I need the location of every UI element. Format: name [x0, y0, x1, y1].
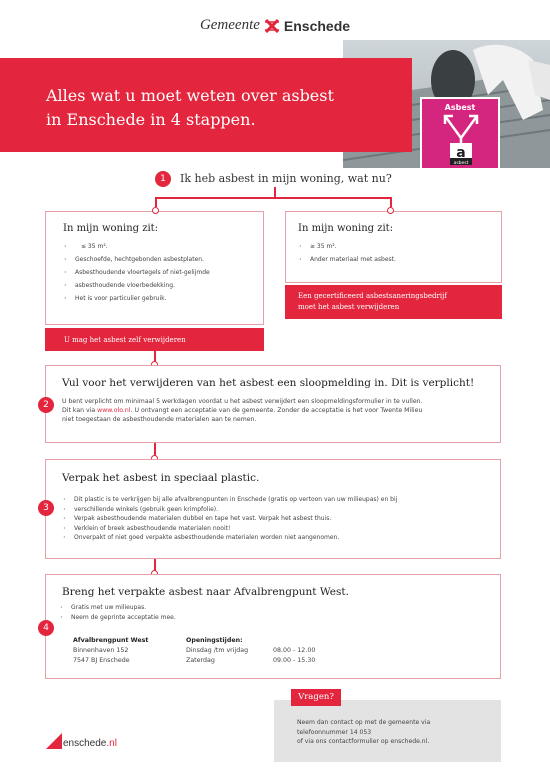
step-3-box	[45, 459, 501, 559]
step-3-list	[62, 495, 492, 543]
list-item: · verschillende winkels (gebruik geen krimpfolie).	[62, 505, 492, 515]
step-1-option-right	[285, 211, 502, 283]
option-right-banner-line1: Een gecertificeerd asbestsaneringsbedrijf	[298, 292, 447, 300]
option-right-title: In mijn woning zit:	[298, 223, 394, 234]
list-item: · Neem de geprinte acceptatie mee.	[59, 613, 359, 623]
list-item: · asbesthoudende vloerbedekking.	[63, 279, 258, 292]
step-2-text-line: niet toegestaan de asbesthoudende materialen aan te nemen.	[62, 416, 257, 423]
list-item: · Verpak asbesthoudende materialen dubbel en tape het vast. Verpak het asbest thuis.	[62, 514, 492, 524]
step-1-number: 1	[155, 171, 171, 187]
questions-line: telefoonnummer 14 053	[297, 728, 372, 736]
option-left-list	[63, 240, 258, 305]
connector-dot	[152, 207, 159, 214]
option-right-banner	[285, 285, 502, 319]
step-4-number: 4	[38, 620, 54, 636]
badge-label: Asbest	[444, 103, 476, 112]
option-right-list	[298, 240, 493, 266]
hero-title-line2: in Enschede in 4 stappen.	[46, 110, 256, 129]
badge-icon-letter: a	[456, 145, 466, 161]
hours-day: Dinsdag /tm vrijdag	[186, 647, 249, 654]
list-item: · Verklein of breek asbesthoudende materialen nooit!	[62, 524, 492, 534]
list-item: · Dit plastic is te verkrijgen bij alle afvalbrengpunten in Enschede (gratis op vertoon van uw milieupas) en bij	[62, 495, 492, 505]
list-item: · Het is voor particulier gebruik.	[63, 292, 258, 305]
step-3-title: Verpak het asbest in speciaal plastic.	[62, 472, 260, 484]
step-2-title: Vul voor het verwijderen van het asbest een sloopmelding in. Dit is verplicht!	[62, 377, 475, 389]
connector-dot	[387, 207, 394, 214]
questions-text	[297, 718, 497, 747]
hours-row	[186, 656, 356, 666]
list-item: · ≥ 35 m².	[298, 240, 493, 253]
step-2-number: 2	[38, 397, 54, 413]
questions-line: of via ons contactformulier op enschede.nl.	[297, 738, 430, 745]
step-1-option-left	[45, 211, 264, 325]
option-left-banner: U mag het asbest zelf verwijderen	[45, 328, 264, 351]
badge-icon-caption: asbest	[453, 161, 469, 166]
asbest-badge	[420, 97, 500, 170]
hours-day: Zaterdag	[186, 657, 215, 664]
step-4-title: Breng het verpakte asbest naar Afvalbrengpunt West.	[62, 586, 349, 598]
questions-line: Neem dan contact op met de gemeente via	[297, 719, 431, 726]
enschede-cross-icon	[265, 19, 279, 33]
address-block	[73, 636, 183, 666]
logo-word-gemeente: Gemeente	[199, 17, 260, 33]
address-heading: Afvalbrengpunt West	[73, 637, 149, 644]
hours-time: 09.00 - 15.30	[273, 657, 316, 664]
list-item: · Asbesthoudende vloertegels of niet-gelijmde	[63, 266, 258, 279]
hours-row	[186, 646, 356, 656]
list-item: · Geschoefde, hechtgebonden asbestplaten.	[63, 253, 258, 266]
questions-title: Vragen?	[291, 689, 341, 706]
hours-heading: Openingstijden:	[186, 637, 243, 644]
logo-word-enschede: Enschede	[283, 17, 351, 34]
step-1-title: Ik heb asbest in mijn woning, wat nu?	[180, 172, 392, 185]
footer-site-link[interactable]: enschede.nl	[63, 738, 117, 749]
option-left-title: In mijn woning zit:	[63, 223, 159, 234]
asbest-pictogram-icon	[441, 114, 481, 168]
olo-link[interactable]: www.olo.nl	[97, 407, 131, 414]
step-4-list	[59, 603, 359, 622]
hours-time: 08.00 - 12.00	[273, 647, 316, 654]
step-2-box	[45, 365, 501, 443]
option-right-banner-line2: moet het asbest verwijderen	[298, 303, 400, 311]
step-2-text	[62, 397, 492, 424]
hero-title-line1: Alles wat u moet weten over asbest	[46, 86, 334, 105]
connector-line	[155, 197, 391, 199]
address-line: 7547 BJ Enschede	[73, 657, 130, 664]
step-2-text-line: Dit kan via www.olo.nl. U ontvangt een acceptatie van de gemeente. Zonder de acceptatie is het voor Twente Milieu	[62, 407, 423, 414]
list-item: · Ander materiaal met asbest.	[298, 253, 493, 266]
list-item: · ≤ 35 m².	[63, 240, 258, 253]
opening-hours	[186, 636, 356, 666]
gemeente-enschede-logo	[0, 14, 550, 34]
address-line: Binnenhaven 152	[73, 647, 129, 654]
enschede-triangle-icon	[46, 733, 62, 749]
connector-line	[390, 197, 392, 207]
step-3-number: 3	[38, 500, 54, 516]
list-item: · Onverpakt of niet goed verpakte asbesthoudende materialen worden niet aangenomen.	[62, 533, 492, 543]
connector-line	[155, 197, 157, 207]
list-item: · Gratis met uw milieupas.	[59, 603, 359, 613]
step-2-text-line: U bent verplicht om minimaal 5 werkdagen voordat u het asbest verwijdert een sloopmeldingsformulier in te vullen.	[62, 398, 423, 405]
hero-title	[46, 84, 366, 132]
